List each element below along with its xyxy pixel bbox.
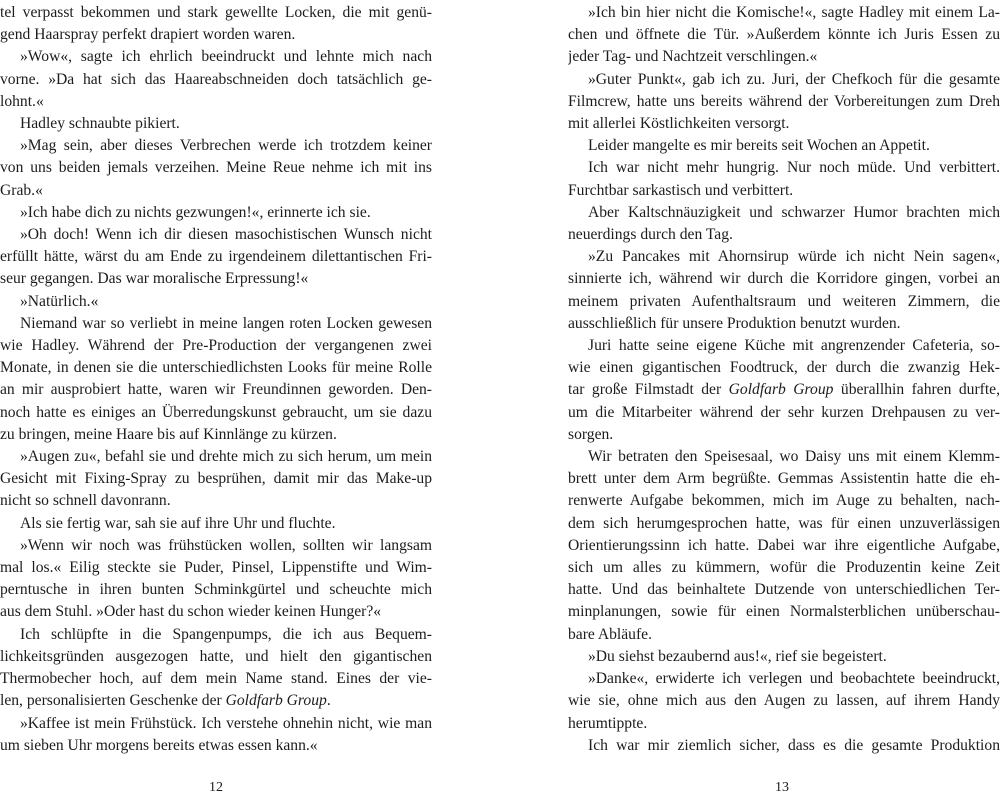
text-line-content: Hadley schnaubte pikiert. [20, 115, 180, 133]
text-line-content: ausschließlich für unsere Produktion benutzt wurden. [568, 314, 901, 332]
text-line [568, 335, 1000, 357]
text-line-content: wie einen gigantischen Foodtruck, der durch die zwanzig Hek- [568, 359, 1000, 377]
text-line-content: Aber Kaltschnäuzigkeit und schwarzer Humor brachten mich [588, 203, 1000, 221]
text-line-content: sinnierte ich, während wir durch die Korridore gingen, vorbei an [568, 270, 1000, 288]
text-line [0, 135, 432, 157]
text-line-content: an mir ausprobiert hatte, waren wir Freundinnen geworden. Den- [0, 381, 432, 399]
text-line [568, 379, 1000, 401]
text-line-content: »Augen zu«, befahl sie und drehte mich zu sich herum, um mein [20, 448, 432, 466]
text-line [0, 690, 432, 712]
text-line-content: »Natürlich.« [20, 292, 99, 310]
text-line [568, 668, 1000, 690]
text-line [568, 46, 1000, 68]
text-line-content: minplanungen, sowie für einen Normalsterblichen unüberschau- [568, 603, 1000, 621]
text-line [568, 557, 1000, 579]
text-line [0, 268, 432, 290]
text-line [0, 424, 432, 446]
text-line-content: chen und öffnete die Tür. »Außerdem könnte ich Juris Essen zu [568, 26, 1000, 44]
text-line-content: jeder Tag- und Nachtzeit verschlingen.« [568, 48, 818, 66]
text-line-content: von uns beiden jemals verzeihen. Meine Reue nehme ich mit ins [0, 159, 432, 177]
text-line-content: »Wow«, sagte ich ehrlich beeindruckt und lehnte mich nach [20, 48, 432, 66]
text-line [0, 224, 432, 246]
text-line [568, 157, 1000, 179]
right-page [568, 0, 1000, 800]
italic-text: Goldfarb Group [225, 692, 327, 710]
text-line [0, 357, 432, 379]
text-line-content: nicht so schnell davonrann. [0, 492, 171, 510]
text-line-content: Ich war mir ziemlich sicher, dass es die gesamte Produktion [588, 736, 1000, 754]
text-line-content: Wir betraten den Speisesaal, wo Daisy uns mit einem Klemm- [588, 448, 1000, 466]
text-line-content: Als sie fertig war, sah sie auf ihre Uhr und fluchte. [20, 514, 336, 532]
text-line-content: aus dem Stuhl. »Oder hast du schon wieder keinen Hunger?« [0, 603, 382, 621]
text-line-content: erfüllt hätte, wärst du am Ende zu irgendeinem dilettantischen Fri- [0, 248, 432, 266]
text-line-content: »Mag sein, aber dieses Verbrechen werde ich trotzdem keiner [20, 137, 432, 155]
right-page-text [568, 2, 1000, 757]
text-line [0, 157, 432, 179]
text-line-tail: überallhin fahren durfte, [833, 381, 1000, 399]
text-line-content: brett unter dem Arm begrüßte. Gemmas Assistentin hatte die eh- [568, 470, 1000, 488]
text-line-content: »Du siehst bezaubernd aus!«, rief sie begeistert. [588, 647, 887, 665]
text-line [0, 468, 432, 490]
text-line-content: Ich schlüpfte in die Spangenpumps, die ich aus Bequem- [20, 625, 432, 643]
text-line-content: »Oh doch! Wenn ich dir diesen masochistischen Wunsch nicht [20, 226, 432, 244]
text-line-content: Filmcrew, hatte uns bereits während der Vorbereitungen zum Dreh [568, 92, 1000, 110]
text-line-content: Juri hatte seine eigene Küche mit angrenzender Cafeteria, so- [588, 337, 1000, 355]
text-line [568, 180, 1000, 202]
text-line-content: um sieben Uhr morgens bereits etwas essen kann.« [0, 736, 318, 754]
text-line [568, 24, 1000, 46]
text-line-content: gend Haarspray perfekt drapiert worden waren. [0, 26, 296, 44]
text-line-content: Furchtbar sarkastisch und verbittert. [568, 181, 794, 199]
text-line [568, 268, 1000, 290]
text-line-content: Monate, in denen sie die unterschiedlichsten Looks für meine Rolle [0, 359, 432, 377]
text-line-content: wie Hadley. Während der Pre-Production der vergangenen zwei [0, 337, 432, 355]
text-line [0, 624, 432, 646]
text-line [0, 113, 432, 135]
text-line-content: meinem privaten Aufenthaltsraum und weiteren Zimmern, die [568, 292, 1000, 310]
text-line [568, 713, 1000, 735]
text-line-content: Thermobecher hoch, auf dem mein Name stand. Eines der vie- [0, 670, 432, 688]
text-line [568, 490, 1000, 512]
text-line-content: Grab.« [0, 181, 43, 199]
text-line-content: seur gegangen. Das war moralische Erpressung!« [0, 270, 309, 288]
text-line [568, 468, 1000, 490]
text-line [568, 357, 1000, 379]
text-line-content: hatte. Und das beinhaltete Dutzende von unterschiedlichen Ter- [568, 581, 1000, 599]
text-line-content: Orientierungssinn ich hatte. Dabei war ihre eigentliche Aufgabe, [568, 536, 1000, 554]
text-line-content: wie sie, ohne mich aus den Augen zu lassen, auf ihrem Handy [568, 692, 1000, 710]
text-line-content: sich um alles zu kümmern, wofür die Produzentin keine Zeit [568, 559, 1000, 577]
text-line-content: Niemand war so verliebt in meine langen roten Locken gewesen [20, 314, 432, 332]
italic-text: Goldfarb Group [728, 381, 834, 399]
text-line [0, 446, 432, 468]
text-line [568, 113, 1000, 135]
text-line-content: »Guter Punkt«, gab ich zu. Juri, der Chefkoch für die gesamte [588, 70, 1000, 88]
left-page-number: 12 [209, 780, 223, 795]
text-line-content: Gesicht mit Fixing-Spray zu besprühen, damit mir das Make-up [0, 470, 432, 488]
text-line [0, 646, 432, 668]
text-line [0, 735, 432, 757]
text-line [568, 601, 1000, 623]
text-line-content: perntusche in ihren bunten Schminkgürtel und scheuchte mich [0, 581, 432, 599]
text-line-content: herumtippte. [568, 714, 648, 732]
text-line-content: noch hatte es einiges an Überredungskunst gebraucht, um sie dazu [0, 403, 432, 421]
text-line [0, 202, 432, 224]
text-line [568, 579, 1000, 601]
text-line-content: mal los.« Eilig steckte sie Puder, Pinsel, Lippenstifte und Wim- [0, 559, 432, 577]
text-line [0, 668, 432, 690]
text-line [568, 535, 1000, 557]
text-line-content: Ich war nicht mehr hungrig. Nur noch müde. Und verbittert. [588, 159, 1000, 177]
text-line-content: len, personalisierten Geschenke der [0, 692, 226, 710]
text-line-content: vorne. »Da hat sich das Haareabschneiden doch tatsächlich ge- [0, 70, 432, 88]
text-line-content: lohnt.« [0, 92, 44, 110]
text-line [568, 91, 1000, 113]
text-line [568, 646, 1000, 668]
text-line [568, 69, 1000, 91]
text-line [568, 291, 1000, 313]
text-line-content: neuerdings durch den Tag. [568, 226, 733, 244]
text-line [0, 2, 432, 24]
text-line [0, 402, 432, 424]
text-line-content: tel verpasst bekommen und stark gewellte Locken, die mit genü- [0, 4, 432, 21]
text-line-content: »Danke«, erwiderte ich verlegen und beobachtete beeindruckt, [588, 670, 1000, 688]
text-line [568, 446, 1000, 468]
text-line-content: dem sich herumgesprochen hatte, was für einen unzuverlässigen [568, 514, 1000, 532]
text-line-content: mit allerlei Köstlichkeiten versorgt. [568, 115, 790, 133]
right-page-number: 13 [775, 780, 789, 795]
text-line-content: »Wenn wir noch was frühstücken wollen, sollten wir langsam [20, 536, 432, 554]
text-line [0, 557, 432, 579]
text-line [568, 202, 1000, 224]
text-line [568, 313, 1000, 335]
text-line-tail: . [326, 692, 331, 710]
text-line [568, 135, 1000, 157]
text-line [568, 402, 1000, 424]
text-line [0, 313, 432, 335]
text-line-content: Leider mangelte es mir bereits seit Wochen an Appetit. [588, 137, 930, 155]
text-line [0, 379, 432, 401]
text-line [568, 690, 1000, 712]
text-line [0, 69, 432, 91]
text-line-content: bare Abläufe. [568, 625, 652, 643]
text-line [0, 91, 432, 113]
text-line-content: renwerte Aufgabe bekommen, mich im Auge zu behalten, nach- [568, 492, 1000, 510]
text-line [0, 291, 432, 313]
text-line-content: »Ich habe dich zu nichts gezwungen!«, erinnerte ich sie. [20, 203, 371, 221]
left-page-text [0, 2, 432, 757]
text-line [0, 713, 432, 735]
text-line [0, 24, 432, 46]
text-line-content: »Ich bin hier nicht die Komische!«, sagte Hadley mit einem La- [588, 4, 1000, 21]
text-line-content: lichkeitsgründen ausgezogen hatte, und hielt den gigantischen [0, 647, 432, 665]
text-line [568, 246, 1000, 268]
text-line [568, 513, 1000, 535]
text-line [0, 601, 432, 623]
text-line [0, 246, 432, 268]
text-line-content: »Kaffee ist mein Frühstück. Ich verstehe ohnehin nicht, wie man [20, 714, 432, 732]
text-line [0, 490, 432, 512]
left-page [0, 0, 432, 800]
text-line-content: tar große Filmstadt der [568, 381, 729, 399]
text-line-content: »Zu Pancakes mit Ahornsirup würde ich nicht Nein sagen«, [588, 248, 1000, 266]
text-line [0, 46, 432, 68]
text-line [0, 180, 432, 202]
text-line [0, 579, 432, 601]
text-line [0, 335, 432, 357]
text-line [0, 513, 432, 535]
text-line [0, 535, 432, 557]
text-line [568, 424, 1000, 446]
text-line [568, 624, 1000, 646]
text-line-content: um die Mitarbeiter während der sehr kurzen Drehpausen zu ver- [568, 403, 1000, 421]
text-line [568, 224, 1000, 246]
text-line-content: sorgen. [568, 425, 614, 443]
text-line [568, 2, 1000, 24]
text-line [568, 735, 1000, 757]
text-line-content: zu bringen, meine Haare bis auf Kinnlänge zu kürzen. [0, 425, 337, 443]
